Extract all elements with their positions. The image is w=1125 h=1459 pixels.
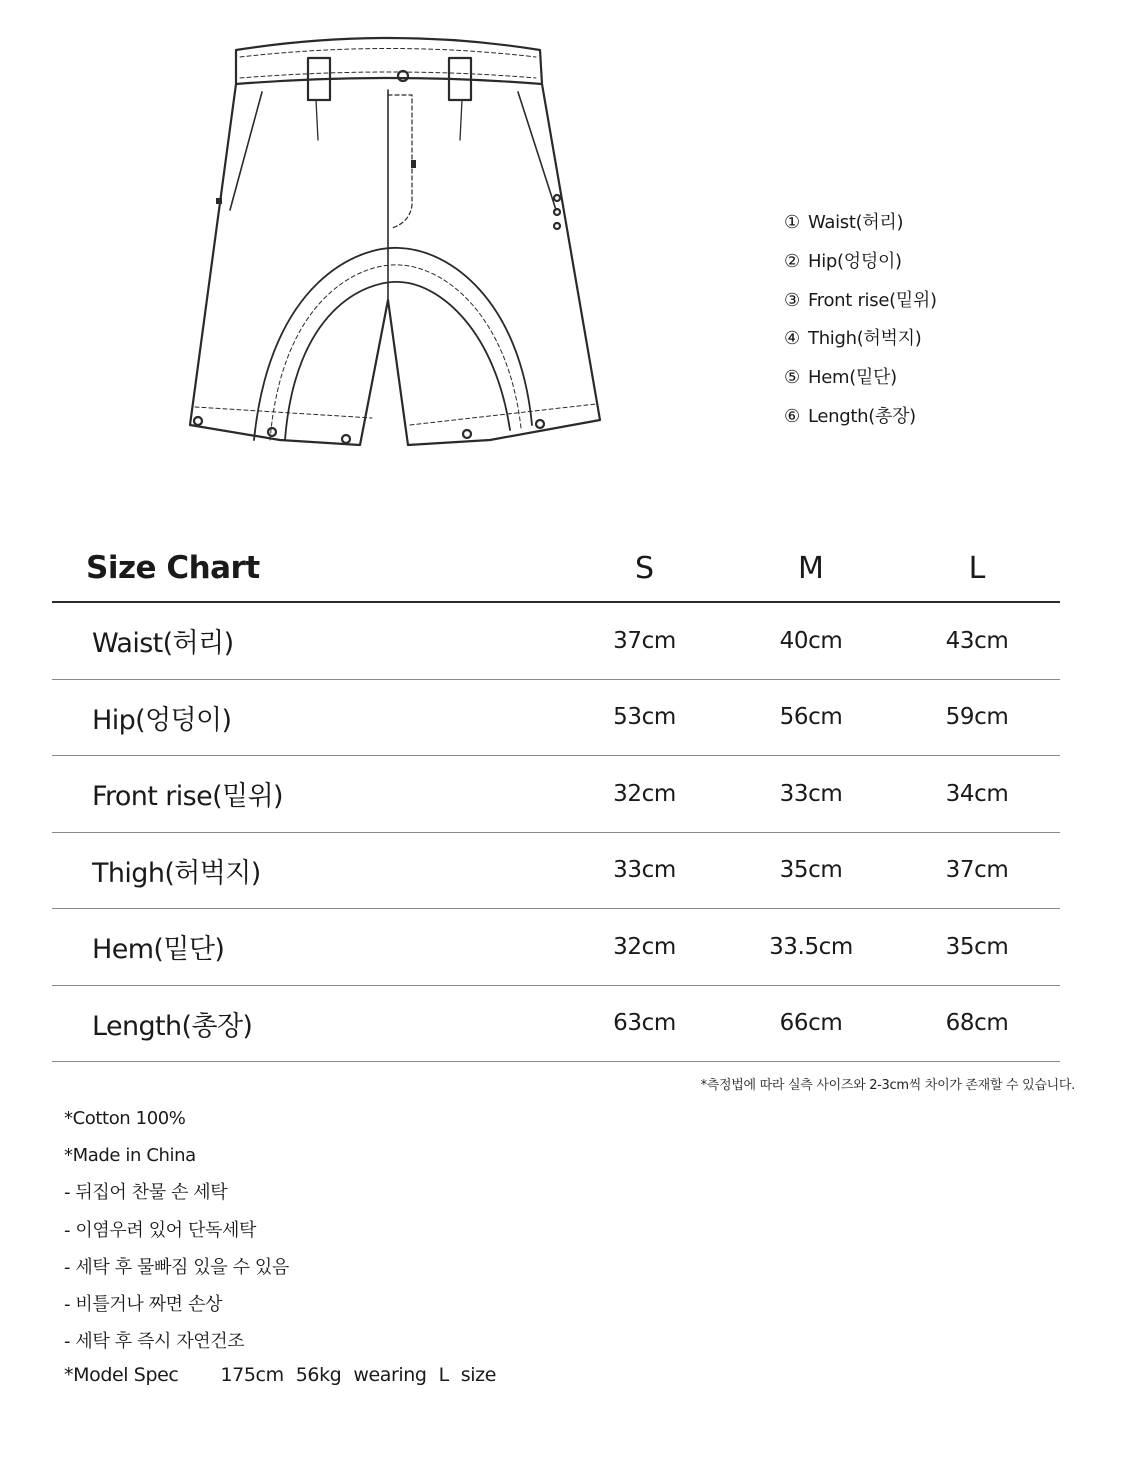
hem-rivet-5 (536, 420, 544, 428)
pleat-left (316, 100, 318, 140)
size-chart-title: Size Chart (52, 535, 561, 602)
hem-rivet-1 (194, 417, 202, 425)
cell-value: 56cm (728, 679, 894, 756)
model-size-letter: L (438, 1364, 449, 1386)
list-item: *Cotton 100% (64, 1108, 186, 1129)
legend-item: ① Waist(허리) (784, 212, 904, 233)
model-spec (64, 1364, 508, 1386)
cell-value: 35cm (728, 832, 894, 909)
cell-value: 33cm (561, 832, 728, 909)
row-label: Hip(엉덩이) (52, 679, 561, 756)
hem-stitch-left (195, 407, 372, 418)
row-label: Length(총장) (52, 985, 561, 1062)
legend-item: ⑤ Hem(밑단) (784, 367, 897, 389)
model-weight: 56kg (295, 1364, 342, 1386)
cell-value: 59cm (894, 679, 1060, 756)
row-label: Front rise(밑위) (52, 756, 561, 833)
list-item: - 뒤집어 찬물 손 세탁 (64, 1182, 228, 1204)
measurement-legend (784, 210, 937, 443)
pocket-left (230, 92, 262, 210)
waistband-stitch (240, 49, 536, 58)
cell-value: 32cm (561, 909, 728, 986)
model-wearing: wearing (353, 1364, 427, 1386)
size-header-l: L (894, 535, 1060, 602)
cell-value: 32cm (561, 756, 728, 833)
table-row (52, 756, 1060, 833)
row-label: Waist(허리) (52, 602, 561, 679)
cell-value: 33cm (728, 756, 894, 833)
table-row (52, 909, 1060, 986)
hem-rivet-2 (268, 428, 276, 436)
size-header-s: S (561, 535, 728, 602)
cell-value: 43cm (894, 602, 1060, 679)
rivet-1 (554, 195, 560, 201)
fly-stitch (388, 95, 412, 228)
model-spec-label: *Model Spec (64, 1364, 179, 1386)
cell-value: 34cm (894, 756, 1060, 833)
table-row (52, 602, 1060, 679)
list-item: - 비틀거나 짜면 손상 (64, 1293, 222, 1315)
side-bartack (216, 198, 222, 204)
cell-value: 37cm (561, 602, 728, 679)
legend-item: ④ Thigh(허벅지) (784, 328, 922, 350)
rivet-3 (554, 223, 560, 229)
table-row (52, 985, 1060, 1062)
waistband (236, 38, 542, 84)
shorts-flat-sketch (180, 30, 610, 460)
model-size-word: size (460, 1364, 497, 1386)
cell-value: 33.5cm (728, 909, 894, 986)
legend-item: ② Hip(엉덩이) (784, 250, 902, 272)
table-row (52, 832, 1060, 909)
fly-bartack (411, 160, 416, 168)
list-item: *Made in China (64, 1145, 196, 1167)
cell-value: 53cm (561, 679, 728, 756)
hem-stitch-right (410, 404, 596, 425)
cell-value: 35cm (894, 909, 1060, 986)
size-chart-header (52, 535, 1060, 602)
legend-item: ③ Front rise(밑위) (784, 289, 937, 311)
size-chart-table (52, 535, 1060, 1062)
list-item: - 이염우려 있어 단독세탁 (64, 1219, 256, 1241)
row-label: Hem(밑단) (52, 909, 561, 986)
cell-value: 37cm (894, 832, 1060, 909)
list-item: - 세탁 후 물빠짐 있을 수 있음 (64, 1256, 289, 1278)
legend-item: ⑥ Length(총장) (784, 405, 916, 427)
pocket-right (518, 92, 556, 210)
table-row (52, 679, 1060, 756)
cell-value: 63cm (561, 985, 728, 1062)
rivet-2 (554, 209, 560, 215)
care-instructions (64, 1104, 289, 1364)
list-item: - 세탁 후 즉시 자연건조 (64, 1331, 245, 1353)
model-height: 175cm (220, 1364, 284, 1386)
hem-rivet-4 (463, 430, 471, 438)
size-header-m: M (728, 535, 894, 602)
cell-value: 66cm (728, 985, 894, 1062)
pleat-right (460, 100, 462, 140)
row-label: Thigh(허벅지) (52, 832, 561, 909)
measurement-disclaimer: *측정법에 따라 실측 사이즈와 2-3cm씩 차이가 존재할 수 있습니다. (700, 1078, 1075, 1093)
hem-rivet-3 (342, 435, 350, 443)
cell-value: 40cm (728, 602, 894, 679)
cell-value: 68cm (894, 985, 1060, 1062)
